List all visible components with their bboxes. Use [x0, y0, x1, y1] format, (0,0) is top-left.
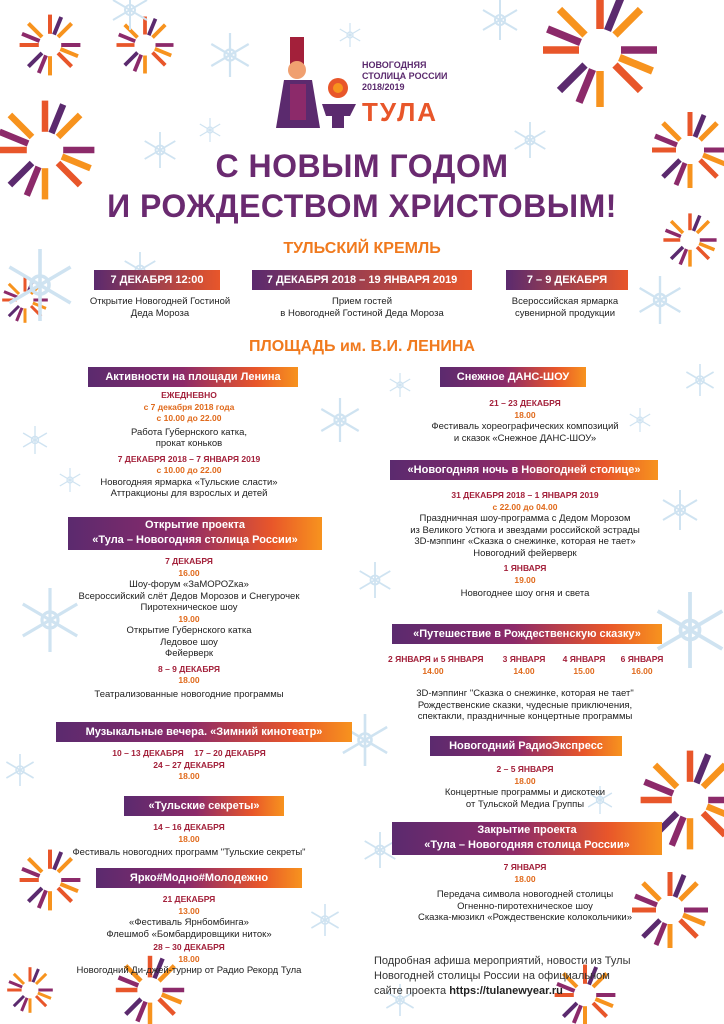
right-block3-body: 3D-мэппинг "Сказка о снежинке, которая не тает" Рождественские сказки, чудесные приключения, спектакли, праздничные концертные программы	[416, 688, 634, 722]
kremlin-date-1: 7 ДЕКАБРЯ 12:00	[94, 270, 220, 290]
left-block2-body: 7 ДЕКАБРЯ 16.00 Шоу-форум «ЗаМОРОZка» Всероссийский слёт Дедов Морозов и Снегурочек Пиротехническое шоу 19.00 Открытие Губернского катка Ледовое шоу Фейерверк 8 – 9 ДЕКАБРЯ 18.00 Театрализованные новогодние программы	[78, 556, 300, 700]
square-heading: ПЛОЩАДЬ им. В.И. ЛЕНИНА	[249, 338, 475, 355]
left-block4-body: 14 – 16 ДЕКАБРЯ 18.00 Фестиваль новогодних программ "Тульские секреты"	[72, 822, 306, 858]
kremlin-date-3: 7 – 9 ДЕКАБРЯ	[506, 270, 628, 290]
left-block5-title: Ярко#Модно#Молодежно	[96, 868, 302, 888]
right-block3-col3: 4 ЯНВАРЯ 15.00	[562, 654, 606, 676]
right-block1-body: 21 – 23 ДЕКАБРЯ 18.00 Фестиваль хореографических композиций и сказок «Снежное ДАНС-ШОУ»	[431, 398, 619, 444]
kremlin-event-2: Прием гостей в Новогодней Гостиной Деда Мороза	[280, 296, 444, 319]
right-block5-title: Закрытие проекта «Тула – Новогодняя столица России»	[392, 822, 662, 855]
right-block4-title: Новогодний РадиоЭкспресс	[430, 736, 622, 756]
right-block2-title: «Новогодняя ночь в Новогодней столице»	[390, 460, 658, 480]
right-block5-body: 7 ЯНВАРЯ 18.00 Передача символа новогодней столицы Огненно-пиротехническое шоу Сказка-мюзикл «Рождественские колокольчики»	[417, 862, 633, 923]
blacksmith-logo-icon	[270, 32, 360, 132]
logo-line3: 2018/2019	[362, 82, 405, 92]
left-block3-title: Музыкальные вечера. «Зимний кинотеатр»	[56, 722, 352, 742]
left-block3-body: 10 – 13 ДЕКАБРЯ 17 – 20 ДЕКАБРЯ 24 – 27 ДЕКАБРЯ 18.00	[112, 748, 266, 781]
left-block5-body: 21 ДЕКАБРЯ 13.00 «Фестиваль Ярнбомбинга» Флешмоб «Бомбардировщики ниток» 28 – 30 ДЕКАБРЯ 18.00 Новогодний Ди-джей-турнир от Радио Рекорд Тула	[76, 894, 302, 976]
website-link[interactable]: https://tulanewyear.ru	[449, 985, 563, 997]
kremlin-event-1: Открытие Новогодней Гостиной Деда Мороза	[89, 296, 231, 319]
title-line1: С НОВЫМ ГОДОМ	[215, 148, 509, 184]
right-block3-title: «Путешествие в Рождественскую сказку»	[392, 624, 662, 644]
logo-city: ТУЛА	[362, 97, 439, 127]
logo-line2: СТОЛИЦА РОССИИ	[362, 71, 448, 81]
title-line2: И РОЖДЕСТВОМ ХРИСТОВЫМ!	[107, 188, 617, 224]
kremlin-date-2: 7 ДЕКАБРЯ 2018 – 19 ЯНВАРЯ 2019	[252, 270, 472, 290]
kremlin-event-3: Всероссийская ярмарка сувенирной продукции	[511, 296, 619, 319]
footer-text: Подробная афиша мероприятий, новости из Тулы Новогодней столицы России на официальном сайте проекта https://tulanewyear.ru	[374, 955, 631, 997]
right-block2-body: 31 ДЕКАБРЯ 2018 – 1 ЯНВАРЯ 2019 с 22.00 до 04.00 Праздничная шоу-программа с Дедом Морозом из Великого Устюга и звездами российской эстрады 3D-мэппинг «Сказка о снежинке, которая не тает» Новогодний фейерверк 1 ЯНВАРЯ 19.00 Новогоднее шоу огня и света	[410, 490, 640, 599]
left-block2-title: Открытие проекта «Тула – Новогодняя столица России»	[68, 517, 322, 550]
right-block1-title: Снежное ДАНС-ШОУ	[440, 367, 586, 387]
logo-line1: НОВОГОДНЯЯ	[362, 60, 427, 70]
right-block3-col1: 2 ЯНВАРЯ и 5 ЯНВАРЯ 14.00	[388, 654, 484, 676]
left-block1-title: Активности на площади Ленина	[88, 367, 298, 387]
kremlin-heading: ТУЛЬСКИЙ КРЕМЛЬ	[283, 240, 441, 257]
right-block3-col2: 3 ЯНВАРЯ 14.00	[502, 654, 546, 676]
left-block1-body: ЕЖЕДНЕВНО с 7 декабря 2018 года с 10.00 до 22.00 Работа Губернского катка, прокат коньков 7 ДЕКАБРЯ 2018 – 7 ЯНВАРЯ 2019 с 10.00 до 22.00 Новогодняя ярмарка «Тульские сласти» Аттракционы для взрослых и детей	[100, 390, 278, 499]
left-block4-title: «Тульские секреты»	[124, 796, 284, 816]
right-block3-col4: 6 ЯНВАРЯ 16.00	[620, 654, 664, 676]
right-block4-body: 2 – 5 ЯНВАРЯ 18.00 Концертные программы и дискотеки от Тульской Медиа Группы	[444, 764, 606, 810]
